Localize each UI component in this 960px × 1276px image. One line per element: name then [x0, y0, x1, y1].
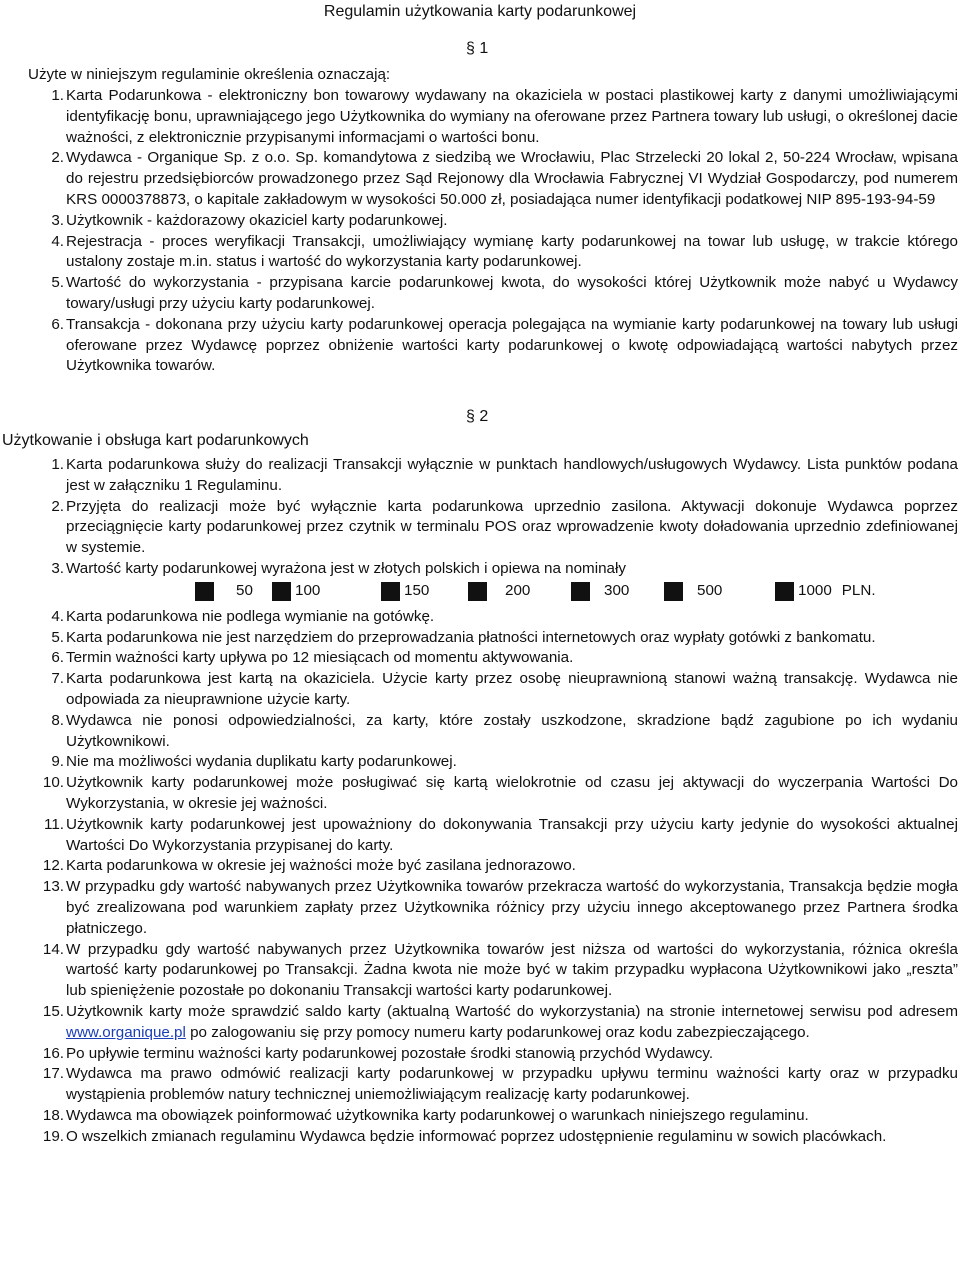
rule-item: 16. Po upływie terminu ważności karty podarunkowej pozostałe środki stanowią przychód Wydawcy.: [42, 1044, 714, 1062]
checkbox-square-icon: [381, 582, 400, 601]
rule-item: 17. Wydawca ma prawo odmówić realizacji karty podarunkowej w przypadku upływu terminu ważności karty oraz w przypadku wystąpienia problemów natury technicznej uniemożliwiającym realizację karty podarunkowej.: [42, 1065, 958, 1104]
section-2-marker: § 2: [466, 408, 489, 425]
rule-item: 18. Wydawca ma obowiązek poinformować użytkownika karty podarunkowej o warunkach niniejszego regulaminu.: [42, 1106, 809, 1124]
rule-item: 2. Przyjęta do realizacji może być wyłącznie karta podarunkowa uprzednio zasilona. Aktywacji dokonuje Wydawca poprzez przeciągnięcie karty podarunkowej przez czytnik w terminalu POS oraz wprowadzenie kwoty doładowania uprzednio zdefiniowanej w systemie.: [51, 497, 958, 557]
checkbox-square-icon: [664, 582, 683, 601]
rule-item: 8. Wydawca nie ponosi odpowiedzialności, za karty, które zostały uszkodzone, skradzione bądź zagubione po ich wydaniu Użytkownikowi.: [51, 711, 958, 750]
rule-item-15: 15. Użytkownik karty może sprawdzić saldo karty (aktualną Wartość do wykorzystania) na stronie internetowej serwisu pod adresem www.organique.pl po zalogowaniu się przy pomocy numeru karty podarunkowej oraz kodu zabezpieczającego.: [42, 1002, 958, 1041]
section-1-intro: Użyte w niniejszym regulaminie określenia oznaczają:: [28, 66, 391, 83]
rule-item: 13. W przypadku gdy wartość nabywanych przez Użytkownika towarów przekracza wartość do wykorzystania, Transakcja będzie mogła być zrealizowana pod warunkiem zapłaty przez Użytkownika różnicy przy użyciu innego akceptowanego przez Partnera środka płatniczego.: [42, 878, 958, 937]
section-2-heading: Użytkowanie i obsługa kart podarunkowych: [2, 432, 309, 449]
currency-label: PLN.: [841, 581, 876, 599]
rule-item: 12. Karta podarunkowa w okresie jej ważności może być zasilana jednorazowo.: [42, 857, 576, 875]
denomination-150: 150: [381, 581, 429, 602]
rule-item: 3. Wartość karty podarunkowej wyrażona jest w złotych polskich i opiewa na nominały: [51, 559, 626, 577]
denomination-50: 50: [195, 581, 253, 602]
definition-item: 5. Wartość do wykorzystania - przypisana karcie podarunkowej kwota, do wysokości której Użytkownik może nabyć u Wydawcy towary/usługi przy użyciu karty podarunkowej.: [51, 274, 958, 312]
rule-item: 10. Użytkownik karty podarunkowej może posługiwać się kartą wielokrotnie od czasu jej aktywacji do wyczerpania Wartości Do Wykorzystania, w okresie jej ważności.: [42, 774, 958, 812]
rule-item: 19. O wszelkich zmianach regulaminu Wydawca będzie informować poprzez udostępnienie regulaminu w sowich placówkach.: [42, 1127, 887, 1145]
checkbox-square-icon: [195, 582, 214, 601]
rule-item: 6. Termin ważności karty upływa po 12 miesiącach od momentu aktywowania.: [51, 649, 574, 667]
definition-item: 3. Użytkownik - każdorazowy okaziciel karty podarunkowej.: [51, 211, 448, 229]
definition-item: 4. Rejestracja - proces weryfikacji Transakcji, umożliwiający wymianę karty podarunkowej na towar lub usługę, w trakcie którego ustalony zostaje m.in. status i wartość do wykorzystania karty podarunkowej.: [51, 232, 958, 271]
denomination-500: 500: [664, 581, 722, 602]
denominations-row: [10, 580, 958, 607]
organique-website-link[interactable]: www.organique.pl: [66, 1023, 186, 1041]
rule-item: 14. W przypadku gdy wartość nabywanych przez Użytkownika towarów jest niższa od wartości do wykorzystania, różnica określa wartość karty podarunkowej po Transakcji. Żadna kwota nie może być w takim przypadku wypłacona Użytkownikowi jako „reszta” lub spieniężenie pozostałe po dokonaniu Transakcji wartości karty podarunkowej.: [42, 940, 958, 1000]
definition-item: 1. Karta Podarunkowa - elektroniczny bon towarowy wydawany na okaziciela w postaci plastikowej karty z danymi umożliwiającymi identyfikację bonu, uprawniającego jego Użytkownika do wymiany na oferowane przez Partnera towary lub usługi, o określonej dacie ważności, z elektronicznie przypisanymi informacjami o wartości bonu.: [51, 87, 958, 146]
checkbox-square-icon: [468, 582, 487, 601]
denomination-100: 100: [272, 581, 320, 602]
checkbox-square-icon: [272, 582, 291, 601]
rule-item: 4. Karta podarunkowa nie podlega wymianie na gotówkę.: [51, 607, 435, 625]
rule-item: 7. Karta podarunkowa jest kartą na okaziciela. Użycie karty przez osobę nieuprawnioną stanowi ważną transakcję. Wydawca nie odpowiada za nieuprawnione użycie karty.: [51, 670, 958, 708]
denomination-300: 300: [571, 581, 629, 602]
document-title: Regulamin użytkowania karty podarunkowej: [323, 3, 637, 20]
rule-item: 11. Użytkownik karty podarunkowej jest upoważniony do dokonywania Transakcji przy użyciu karty jedynie do wysokości aktualnej Wartości Do Wykorzystania przypisanej do karty.: [44, 815, 958, 854]
definition-item: 6. Transakcja - dokonana przy użyciu karty podarunkowej operacja polegająca na wymianie karty podarunkowej na towary lub usługi oferowane przez Wydawcę poprzez obniżenie wartości karty podarunkowej o kwotę odpowiadającą wartości nabytych przez Użytkownika towarów.: [51, 315, 958, 375]
definition-item: 2. Wydawca - Organique Sp. z o.o. Sp. komandytowa z siedzibą we Wrocławiu, Plac Strzelecki 20 lokal 2, 50-224 Wrocław, wpisana do rejestru przedsiębiorców prowadzonego przez Sąd Rejonowy dla Wrocławia Fabrycznej VI Wydział Gospodarczy, pod numerem KRS 0000378873, o kapitale zakładowym w wysokości 50.000 zł, posiadająca numer identyfikacji podatkowej NIP 895-193-94-59: [51, 149, 958, 208]
section-2-rules: [10, 455, 958, 1148]
rule-item: 9. Nie ma możliwości wydania duplikatu karty podarunkowej.: [51, 753, 457, 771]
checkbox-square-icon: [571, 582, 590, 601]
denomination-200: 200: [468, 581, 530, 602]
denomination-1000: 1000 PLN.: [775, 581, 876, 602]
rule-item: 5. Karta podarunkowa nie jest narzędziem do przeprowadzania płatności internetowych oraz wypłaty gotówki z bankomatu.: [51, 628, 876, 646]
section-1-definitions: [10, 86, 958, 377]
checkbox-square-icon: [775, 582, 794, 601]
section-1-marker: § 1: [466, 40, 489, 57]
rule-item: 1. Karta podarunkowa służy do realizacji Transakcji wyłącznie w punktach handlowych/usługowych Wydawcy. Lista punktów podana jest w załączniku 1 Regulaminu.: [51, 456, 958, 494]
